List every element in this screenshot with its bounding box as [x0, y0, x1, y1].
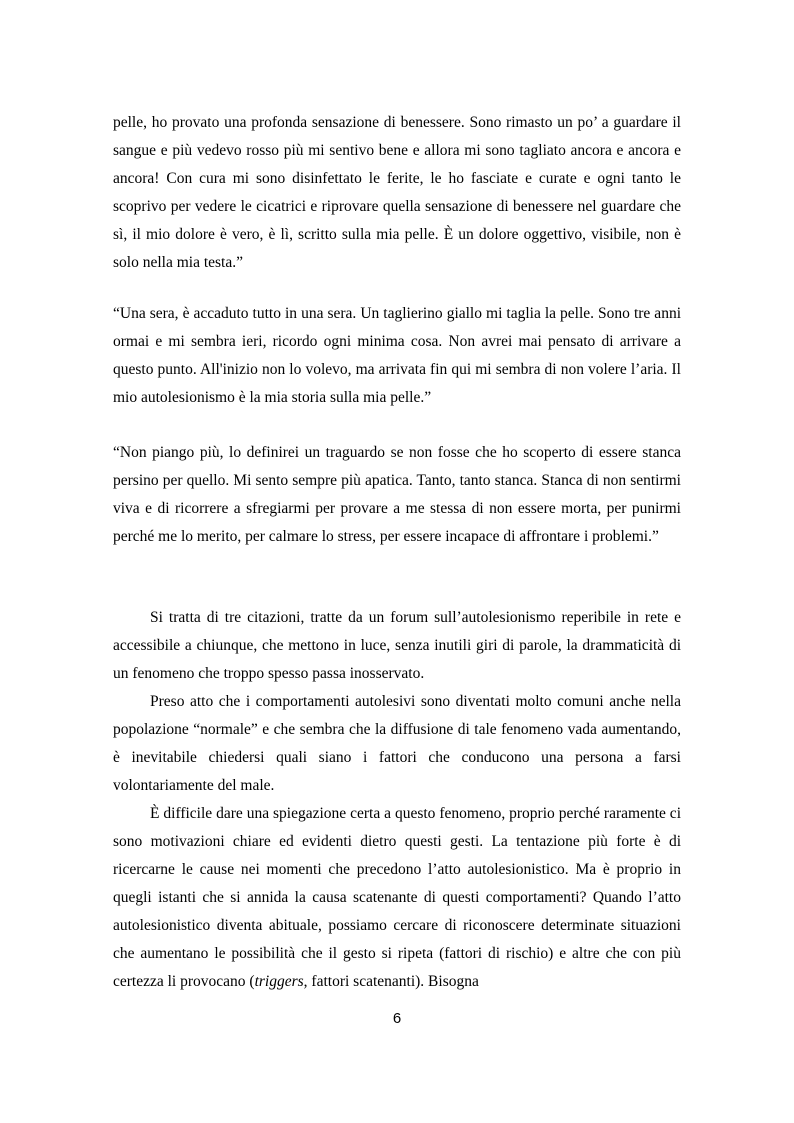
quote-2: “Una sera, è accaduto tutto in una sera. Un taglierino giallo mi taglia la pelle. Sono tre anni ormai e mi sembra ieri, ricordo ogni minima cosa. Non avrei mai pensato di arrivare a questo punto. All'inizio non lo volevo, ma arrivata fin qui mi sembra di non volere l’aria. Il mio autolesionismo è la mia storia sulla mia pelle.” [113, 305, 681, 406]
paragraph-3-end: , fattori scatenanti). Bisogna [303, 973, 479, 990]
quote-3: “Non piango più, lo definirei un traguardo se non fosse che ho scoperto di essere stanca persino per quello. Mi sento sempre più apatica. Tanto, tanto stanca. Stanca di non sentirmi viva e di ricorrere a sfregiarmi per provare a me stessa di non essere morta, per punirmi perché me lo merito, per calmare lo stress, per essere incapace di affrontare i problemi.” [113, 444, 681, 545]
body-text [113, 604, 681, 996]
paragraph-1: Si tratta di tre citazioni, tratte da un forum sull’autolesionismo reperibile in rete e accessibile a chiunque, che mettono in luce, senza inutili giri di parole, la drammaticità di un fenomeno che troppo spesso passa inosservato. [113, 609, 681, 682]
paragraph-3-italic-term: triggers [254, 973, 304, 990]
paragraph-2: Preso atto che i comportamenti autolesivi sono diventati molto comuni anche nella popolazione “normale” e che sembra che la diffusione di tale fenomeno vada aumentando, è inevitabile chiedersi quali siano i fattori che conducono una persona a farsi volontariamente del male. [113, 693, 681, 794]
quote-1: pelle, ho provato una profonda sensazione di benessere. Sono rimasto un po’ a guardare il sangue e più vedevo rosso più mi sentivo bene e allora mi sono tagliato ancora e ancora e ancora! Con cura mi sono disinfettato le ferite, le ho fasciate e curate e ogni tanto le scoprivo per vedere le cicatrici e riprovare quella sensazione di benessere nel guardare che sì, il mio dolore è vero, è lì, scritto sulla mia pelle. È un dolore oggettivo, visibile, non è solo nella mia testa.” [113, 114, 681, 271]
paragraph-3-start: È difficile dare una spiegazione certa a questo fenomeno, proprio perché raramente ci sono motivazioni chiare ed evidenti dietro questi gesti. La tentazione più forte è di ricercarne le cause nei momenti che precedono l’atto autolesionistico. Ma è proprio in quegli istanti che si annida la causa scatenante di questi comportamenti? Quando l’atto autolesionistico diventa abituale, possiamo cercare di riconoscere determinate situazioni che aumentano le possibilità che il gesto si ripeta (fattori di rischio) e altre che con più certezza li provocano ( [113, 805, 681, 990]
page-number: 6 [392, 1010, 402, 1027]
paragraph-3 [113, 800, 681, 996]
